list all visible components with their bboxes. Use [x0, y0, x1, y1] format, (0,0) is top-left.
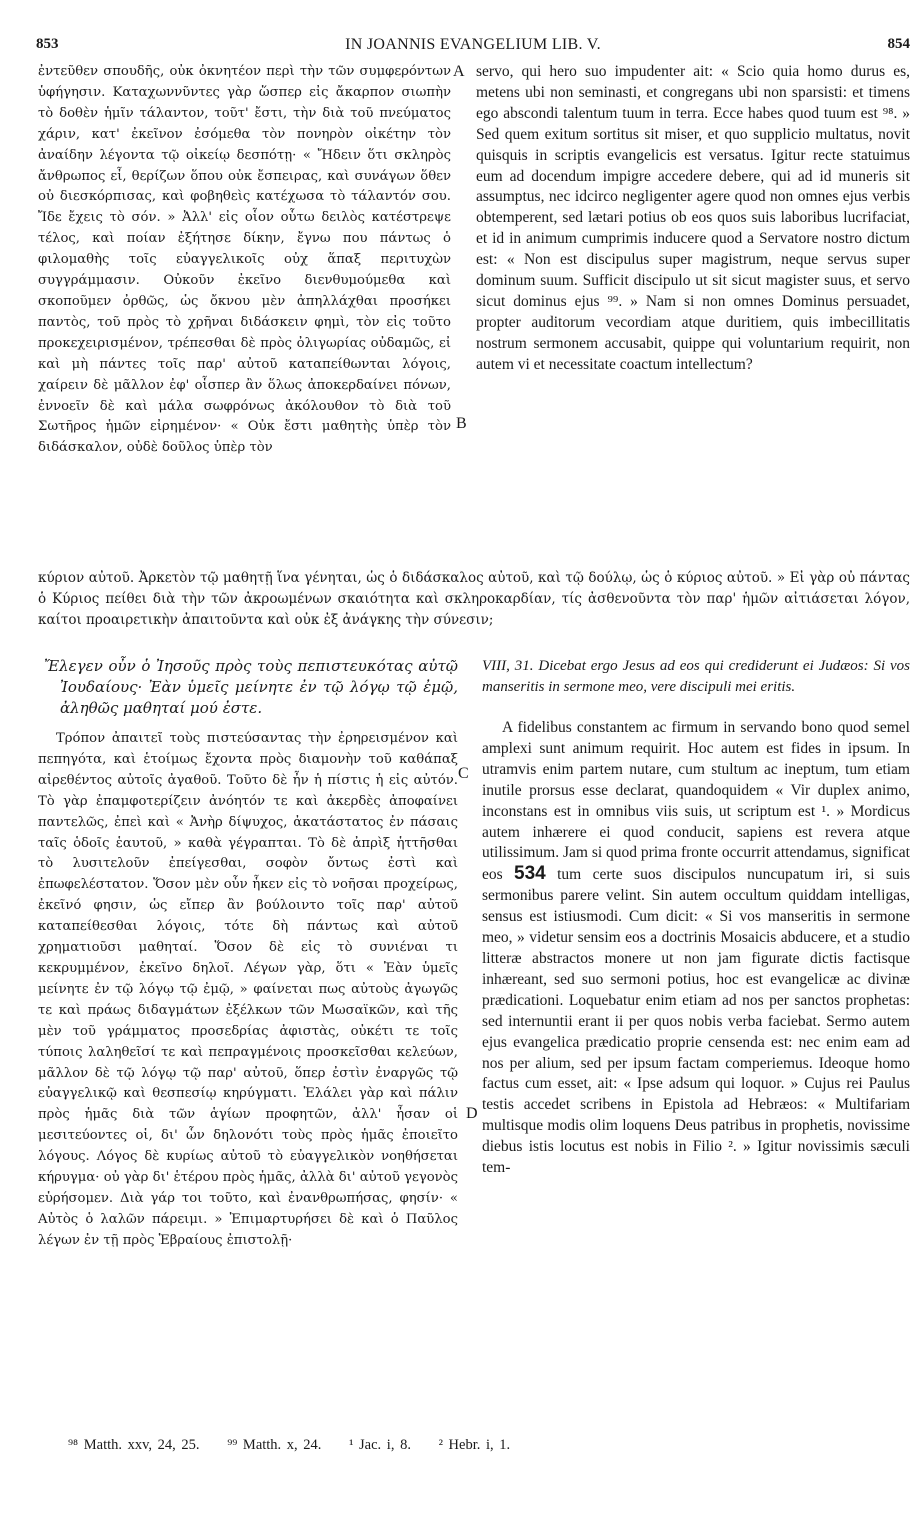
running-title: IN JOANNIS EVANGELIUM LIB. V. — [345, 36, 601, 53]
greek-column-bottom — [38, 656, 458, 1252]
latin-commentary — [482, 718, 910, 1179]
footnote: ⁹⁹ Matth. x, 24. — [227, 1437, 322, 1453]
footnote: ¹ Jac. i, 8. — [349, 1437, 411, 1453]
page-number-left: 853 — [36, 36, 59, 52]
margin-letter-c: C — [458, 765, 469, 782]
latin-column-bottom — [482, 656, 910, 1179]
latin-commentary-part-1: A fidelibus constantem ac firmum in servando bono quod semel amplexi sunt animum requirit. Hoc autem est fides in ipsum. In utramvis enim partem nutare, cum stultum ac ineptum, tum etiam inutile prorsus esse declarat, quandoquidem « Vir duplex animo, inconstans est in omnibus viis suis, ut scriptum est ¹. » Mordicus autem inhærere ei quod conducit, sapiens est revera atque utilissimum. Jam si quod prima fronte occurrit attendamus, significat eos — [482, 719, 910, 884]
greek-paragraph: ἐντεῦθεν σπουδῆς, οὐκ ὀκνητέον περὶ τὴν τῶν συμφερόντων ὑφήγησιν. Καταχωννῦντες γὰρ ὥσπερ εἰς ἄκαρπον σιωπὴν τὸ δοθὲν ἡμῖν τάλαντον, τοῦτ' ἔστι, τὴν διὰ τοῦ πνεύματος χάριν, κατ' ἐκεῖνον ἐσόμεθα τὸν πονηρὸν οἰκέτην τὸν ἀναίδην λέγοντα τῷ οἰκείῳ δεσπότῃ· « Ἤδειν ὅτι σκληρὸς ἄνθρωπος εἶ, θερίζων ὅπου οὐκ ἔσπειρας, καὶ συνάγων ὅθεν οὐ διεσκόρπισας, καὶ φοβηθεὶς κατέχωσα τὸ τάλαντόν σου. Ἴδε ἔχεις τὸ σόν. » Ἀλλ' εἰς οἷον οὗτω δειλὸς κατέστρεψε τέλος, καὶ ποίαν ἐξήτησε δίκην, ἔγνω που πάντως ὁ φιλομαθὴς τοῖς εὐαγγελικοῖς οὐχ ἅπαξ περιτυχὼν συγγράμμασιν. Οὐκοῦν ἐκεῖνο διενθυμούμεθα καὶ σκοποῦμεν ὀρθῶς, ὡς ὄκνου μὲν ἀπηλλάχθαι προσήκει παντὸς, τοῦ πρὸς τὸ χρῆναι διδάσκειν φημὶ, τὸν εἰς τοῦτο προκεχειρισμένον, τρέπεσθαι δὲ πρὸς ὀλιγωρίας οὐδαμῶς, εἰ καὶ μὴ πάντες τοῖς παρ' αὐτοῦ καταπείθωνται λόγοις, χαίρειν δὲ μᾶλλον ἐφ' οἷσπερ ἂν ὅλως ἀποκερδαίνει πόνων, ἐννοεῖν δὲ καὶ μάλα σωφρόνως ἀκόλουθον τὸ διὰ τοῦ Σωτῆρος ἡμῶν εἰρημένον· « Οὐκ ἔστι μαθητὴς ὑπὲρ τὸν διδάσκαλον, οὐδὲ δοῦλος ὑπὲρ τὸν — [38, 64, 451, 456]
margin-letter-b: B — [456, 415, 467, 432]
greek-spanning-text — [38, 568, 910, 631]
latin-lemma: VIII, 31. Dicebat ergo Jesus ad eos qui crediderunt ei Judæos: Si vos manseritis in sermone meo, vere discipuli mei eritis. — [482, 658, 910, 695]
page-header — [36, 36, 910, 60]
greek-lemma: Ἔλεγεν οὖν ὁ Ἰησοῦς πρὸς τοὺς πεπιστευκότας αὐτῷ Ἰουδαίους· Ἐὰν ὑμεῖς μείνητε ἐν τῷ λόγῳ τῷ ἐμῷ, ἀληθῶς μαθηταί μού ἐστε. — [44, 657, 458, 717]
footnote: ⁹⁸ Matth. xxv, 24, 25. — [68, 1437, 200, 1453]
margin-letter-d: D — [466, 1105, 478, 1122]
greek-commentary: Τρόπον ἀπαιτεῖ τοὺς πιστεύσαντας τὴν ἐρηρεισμένον καὶ πεπηγότα, καὶ ἑτοίμως ἔχοντα πρὸς διαμονὴν τοῦ καθάπαξ αἱρεθέντος αὐτοῖς ἀγαθοῦ. Τοῦτο δὲ ἦν ἡ πίστις ἡ εἰς αὐτόν. Τὸ γὰρ ἐπαμφοτερίζειν ἀνόητόν τε καὶ ἀκερδὲς ἀποφαίνει παντελῶς, ἐπεὶ καὶ « Ἀνὴρ δίψυχος, ἀκατάστατος ἐν πάσαις ταῖς ὁδοῖς ἑαυτοῦ, » καθὰ γέγραπται. Τὸ δὲ ἀπρὶξ ἡττῆσθαι τὸ λυσιτελοῦν ἐπείγεσθαι, σοφὸν ὄντως ἐστὶ καὶ ἐπωφελέστατον. Ὅσον μὲν οὖν ἧκεν εἰς τὸ νοῆσαι προχείρως, ἐκεῖνό φησιν, ὡς εἴπερ ἂν βούλοιντο τοῖς παρ' αὐτοῦ καταπείθεσθαι λόγοις, τότε δὴ πάντως καὶ αὐτοῦ χρηματιοῦσι μαθηταί. Ὅσον δὲ εἰς τὸ συνιέναι τι κεκρυμμένον, ἐκεῖνο δηλοῖ. Λέγων γὰρ, ὅτι « Ἐὰν ὑμεῖς μείνητε ἐν τῷ λόγῳ τῷ ἐμῷ, » φαίνεται πως αὐτοὺς ἀγωγῶς τε καὶ πράως διδαγμάτων ἐξέλκων τῶν Μωσαϊκῶν, καὶ τῆς μὲν τοῦ γράμματος προσεδρίας ἀφιστὰς, οὐκέτι τε τοῖς τύποις λαληθεῖσί τε καὶ πεπραγμένοις προσκεῖσθαι κελεύων, μᾶλλον δὲ τῷ λόγῳ τῷ παρ' αὐτοῦ, ὅπερ ἐστὶν ἐναργῶς τῷ εὐαγγελικῷ καὶ θεσπεσίῳ κηρύγματι. Ἐλάλει γὰρ καὶ πάλιν πρὸς ἡμᾶς διὰ τῶν ἁγίων προφητῶν, ἀλλ' ἦσαν οἱ μεσιτεύοντες οἱ, δι' ὧν δηλονότι τοὺς πρὸς ἡμᾶς ἐποιεῖτο λόγους. Λόγος δὲ κυρίως αὐτοῦ τὸ εὐαγγελικὸν νοηθήσεται κήρυγμα· οὐ γὰρ δι' ἑτέρου πρὸς ἡμᾶς, ἀλλὰ δι' αὐτοῦ γεγονὸς εὑρήσομεν. Διὰ γάρ τοι τοῦτο, καὶ ἐνανθρωπήσας, φησίν· « Αὐτὸς ὁ λαλῶν πάρειμι. » Ἐπιμαρτυρήσει δὲ καὶ ὁ Παῦλος λέγων ἐν τῇ πρὸς Ἑβραίους ἐπιστολῇ· — [38, 731, 458, 1248]
page-number-right: 854 — [887, 36, 910, 52]
migne-column-number: 534 — [514, 863, 546, 885]
footnotes — [68, 1437, 532, 1454]
greek-spanning-paragraph: κύριον αὐτοῦ. Ἀρκετὸν τῷ μαθητῇ ἵνα γένηται, ὡς ὁ διδάσκαλος αὐτοῦ, καὶ τῷ δούλῳ, ὡς ὁ κύριος αὐτοῦ. » Εἰ γὰρ οὐ πάντας ὁ Κύριος πείθει διὰ τὴν τῶν ἀκροωμένων σκαιότητα καὶ σκληροκαρδίαν, τίς ἀσθενοῦντα τὸν παρ' ἡμῶν αἰτιάσεται λόγον, καίτοι προαιρετικὴν ἀπαιτοῦντα καὶ οὐκ ἐξ ἀνάγκης τὴν σύνεσιν; — [38, 570, 910, 628]
latin-column-top — [476, 62, 910, 376]
latin-commentary-part-2: tum certe suos discipulos nuncupatum iri, si suis sermonibus parere velint. Sin autem occultum quiddam intelligas, sensus est istiusmodi. Cum dicit: « Si vos manseritis in sermone meo, » videtur sensim eos a doctrinis Mosaicis abducere, et a studio litteræ abstractos monere ut non jam figurate dictis factisque inhæreant, sed suo sermoni potius, hoc est evangelicæ ac divinæ prædicationi. Loquebatur enim etiam ad nos per sanctos prophetas: sed internuntii erant ii per quos nobis verba faciebat. Sermo autem ejus evangelica prædicatio proprie censenda est: nec enim eam ad nos per alium, sed per ipsum factam comperiemus. Ideoque homo factus cum esset, ait: « Ipse adsum qui loquor. » Cujus rei Paulus testis accedet scribens in Epistola ad Hebræos: « Multifariam multisque modis olim loquens Deus patribus in prophetis, novissime diebus istis locutus est nobis in Filio ². » Igitur novissimis sæculi tem- — [482, 866, 910, 1177]
latin-paragraph: servo, qui hero suo impudenter ait: « Scio quia homo durus es, metens ubi non seminasti, et congregans ubi non sparsisti: et timens ego abscondi talentum tuum in terra. Ecce habes quod tuum est ⁹⁸. » Sed quem exitum sortitus sit miser, et quo supplicio multatus, novit quisquis in scriptis evangelicis est versatus. Igitur recte statuimus eum ad docendum impigre accedere debere, qui ad id muneris sit assumptus, nec idcirco negligenter agere quod non omnes ejus verbis obtemperent, sed lætari potius ob eos quos suis laboribus lucrifaciat, et id in animum cumprimis inducere quod a Servatore nostro dictum est: « Non est discipulus super magistrum, neque servus super dominum suum. Sufficit discipulo ut sit sicut magister suus, et servo sicut dominus ejus ⁹⁹. » Nam si non omnes Dominus persuadet, propter auditorum vecordiam atque duritiem, quis imbecillitatis nostrum sermonem accusabit, quippe qui voluntarium requirit, non autem vi et necessitate coactum intellectum? — [476, 63, 910, 373]
margin-letter-a: A — [453, 63, 465, 80]
footnote: ² Hebr. i, 1. — [438, 1437, 511, 1453]
greek-column-top — [38, 62, 451, 459]
